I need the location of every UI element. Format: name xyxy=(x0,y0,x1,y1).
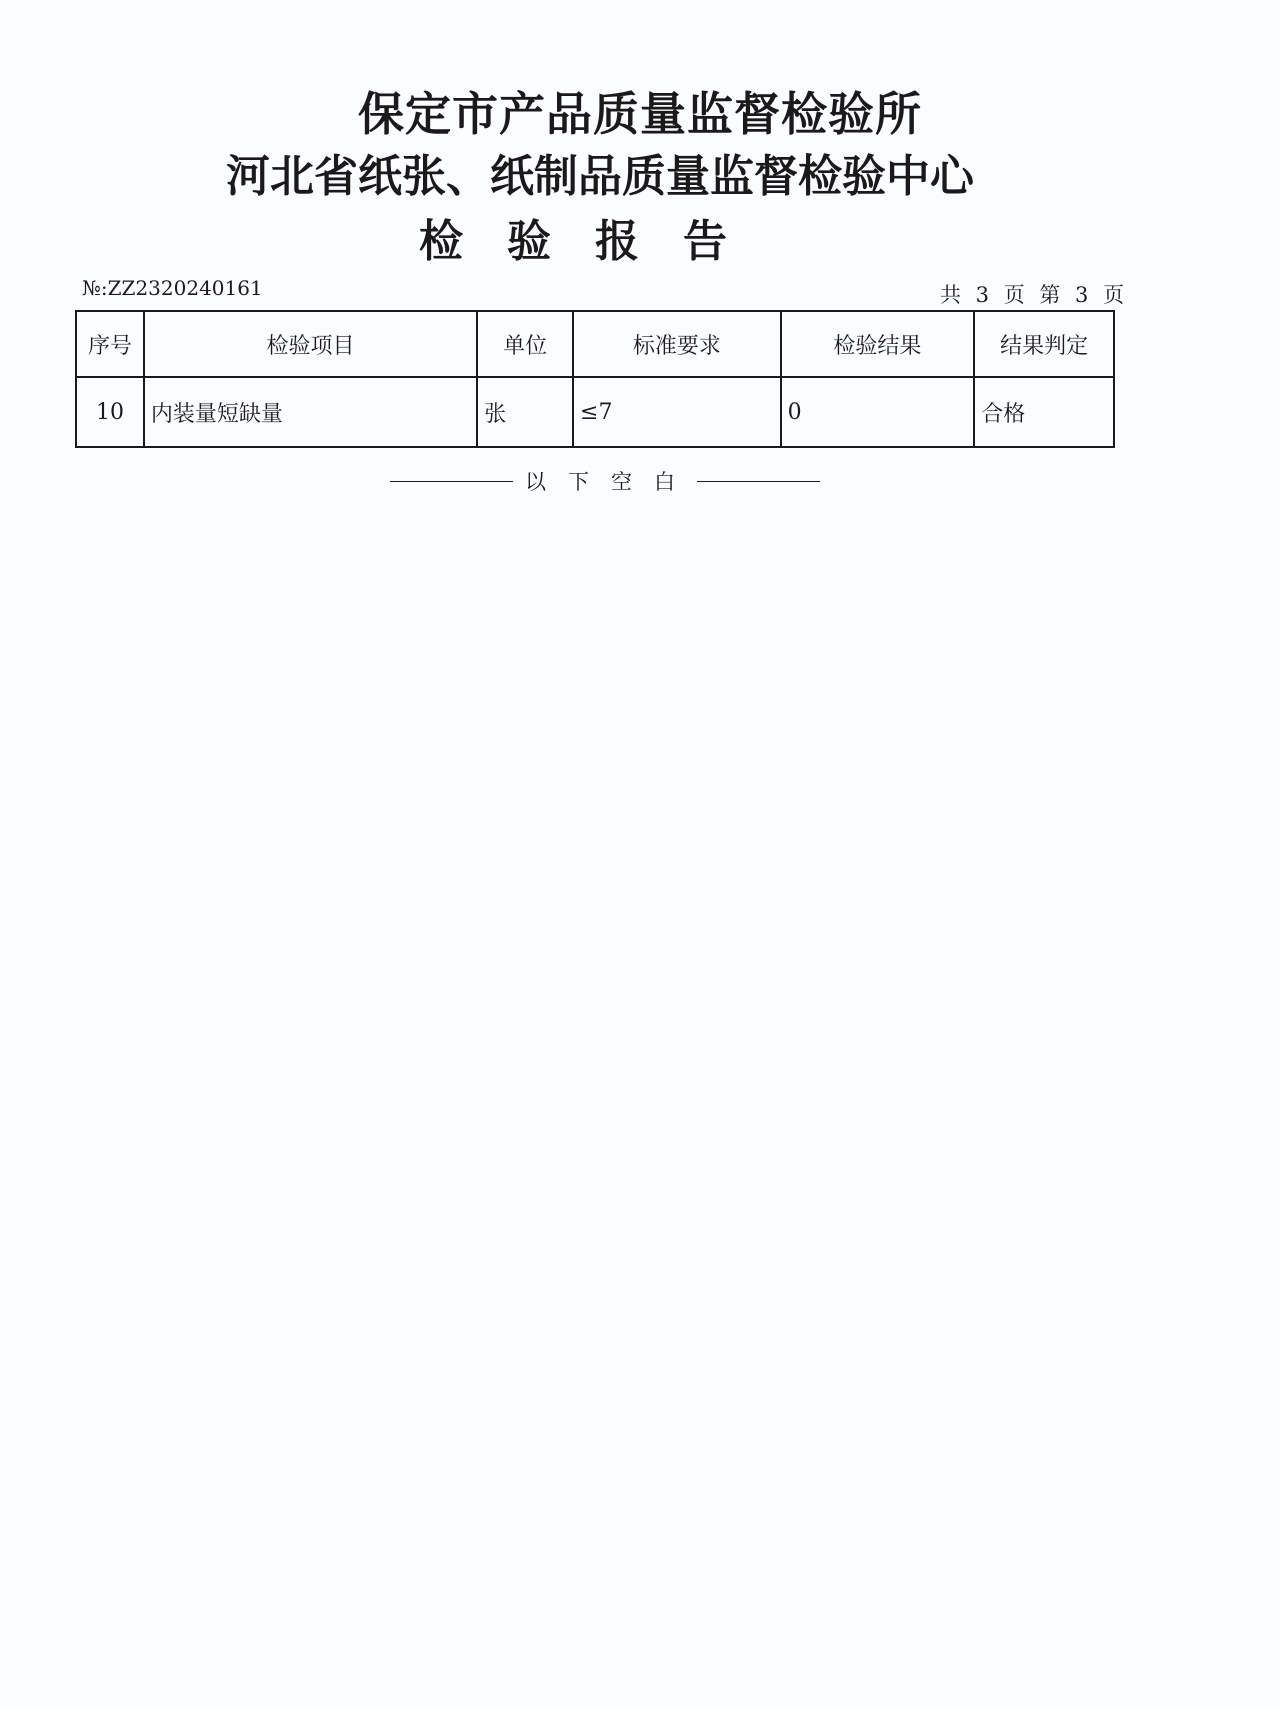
blank-below-text: 以下空白 xyxy=(525,470,697,494)
report-number: №:ZZ2320240161 xyxy=(82,276,263,300)
header-test-item: 检验项目 xyxy=(144,311,477,377)
center-title: 河北省纸张、纸制品质量监督检验中心 xyxy=(226,151,974,202)
page-count: 共 3 页 第 3 页 xyxy=(940,283,1129,307)
cell-judgment: 合格 xyxy=(974,377,1114,447)
inspection-table xyxy=(75,310,1115,448)
report-title: 检验报告 xyxy=(419,216,771,267)
header-judgment: 结果判定 xyxy=(974,311,1114,377)
blank-below-marker xyxy=(390,466,820,496)
header-serial-no: 序号 xyxy=(76,311,144,377)
header-test-result: 检验结果 xyxy=(781,311,975,377)
right-dash-rule xyxy=(697,481,820,482)
table-header-row xyxy=(76,311,1114,377)
cell-standard-requirement: ≤7 xyxy=(573,377,781,447)
cell-serial-no: 10 xyxy=(76,377,144,447)
header-unit: 单位 xyxy=(477,311,573,377)
institute-title: 保定市产品质量监督检验所 xyxy=(358,87,922,141)
cell-test-item: 内装量短缺量 xyxy=(144,377,477,447)
header-standard-requirement: 标准要求 xyxy=(573,311,781,377)
cell-unit: 张 xyxy=(477,377,573,447)
left-dash-rule xyxy=(390,481,513,482)
table-row xyxy=(76,377,1114,447)
cell-test-result: 0 xyxy=(781,377,975,447)
